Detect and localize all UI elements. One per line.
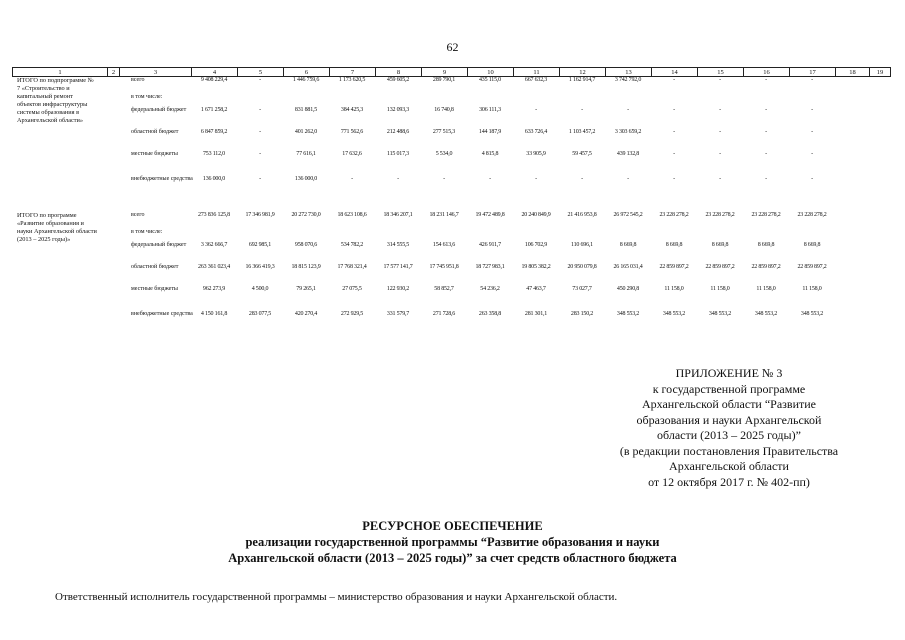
table-cell: - bbox=[811, 129, 813, 135]
table-cell: 77 616,1 bbox=[296, 151, 316, 157]
funding-source: всего bbox=[131, 77, 145, 83]
table-cell: 273 836 125,8 bbox=[198, 212, 230, 218]
table-cell: 26 972 545,2 bbox=[613, 212, 643, 218]
column-header: 3 bbox=[120, 68, 192, 77]
table-cell: 263 358,8 bbox=[478, 311, 502, 317]
table-cell: - bbox=[443, 176, 445, 182]
table-cell: 17 346 981,9 bbox=[245, 212, 275, 218]
table-cell: 5 534,0 bbox=[435, 151, 453, 157]
table-cell: 73 027,7 bbox=[572, 286, 592, 292]
table-cell: 33 905,9 bbox=[526, 151, 546, 157]
table-cell: - bbox=[673, 77, 675, 83]
table-cell: 771 562,6 bbox=[340, 129, 364, 135]
table-cell: 271 728,6 bbox=[432, 311, 456, 317]
appendix-note bbox=[570, 366, 888, 490]
table-cell: 110 696,1 bbox=[571, 242, 593, 248]
table-cell: 54 236,2 bbox=[480, 286, 500, 292]
column-header: 6 bbox=[284, 68, 330, 77]
block-label: ИТОГО по подпрограмме № 7 «Строительство и капитальный ремонт объектов инфраструктуры системы образования в Архангельской области» bbox=[17, 77, 94, 124]
table-cell: 348 553,2 bbox=[800, 311, 824, 317]
table-cell: 331 579,7 bbox=[386, 311, 410, 317]
table-cell: 281 301,1 bbox=[524, 311, 548, 317]
table-cell: 667 632,3 bbox=[524, 77, 548, 83]
column-header-row bbox=[13, 68, 891, 77]
table-cell: - bbox=[259, 129, 261, 135]
table-cell: 272 929,5 bbox=[340, 311, 364, 317]
table-cell: 263 361 023,4 bbox=[198, 264, 230, 270]
table-cell: 534 782,2 bbox=[340, 242, 364, 248]
table-cell: - bbox=[259, 176, 261, 182]
table-cell: 3 742 792,0 bbox=[614, 77, 642, 83]
table-cell: - bbox=[765, 176, 767, 182]
funding-source: в том числе: bbox=[131, 229, 163, 235]
table-cell: 348 553,2 bbox=[616, 311, 640, 317]
table-cell: 4 150 161,8 bbox=[200, 311, 228, 317]
table-cell: 22 859 897,2 bbox=[797, 264, 827, 270]
table-cell: - bbox=[811, 176, 813, 182]
table-cell: 136 000,0 bbox=[294, 176, 318, 182]
table-cell: 17 768 321,4 bbox=[337, 264, 367, 270]
column-header: 10 bbox=[468, 68, 514, 77]
table-cell: - bbox=[627, 176, 629, 182]
table-cell: 58 852,7 bbox=[434, 286, 454, 292]
table-cell: 1 162 914,7 bbox=[568, 77, 596, 83]
table-cell: 1 671 258,2 bbox=[200, 107, 228, 113]
table-cell: - bbox=[535, 107, 537, 113]
table-cell: 753 112,0 bbox=[203, 151, 225, 157]
table-cell: 289 790,1 bbox=[432, 77, 456, 83]
table-cell: 17 745 951,8 bbox=[429, 264, 459, 270]
table-cell: 20 950 079,8 bbox=[567, 264, 597, 270]
table-cell: - bbox=[627, 107, 629, 113]
table-cell: 212 488,6 bbox=[386, 129, 410, 135]
table-cell: 831 881,5 bbox=[294, 107, 318, 113]
column-header: 17 bbox=[790, 68, 836, 77]
table-cell: - bbox=[673, 176, 675, 182]
funding-source: федеральный бюджет bbox=[131, 107, 187, 113]
funding-source: местные бюджеты bbox=[131, 151, 178, 157]
table-cell: 277 515,3 bbox=[432, 129, 456, 135]
table-cell: 106 702,9 bbox=[524, 242, 548, 248]
table-cell: 459 605,2 bbox=[386, 77, 410, 83]
table-cell: - bbox=[489, 176, 491, 182]
table-cell: 384 425,3 bbox=[340, 107, 364, 113]
document-title bbox=[0, 518, 905, 566]
table-cell: 435 115,0 bbox=[479, 77, 501, 83]
column-header: 18 bbox=[836, 68, 870, 77]
table-cell: 26 165 031,4 bbox=[613, 264, 643, 270]
table-cell: - bbox=[719, 129, 721, 135]
table-cell: - bbox=[765, 129, 767, 135]
funding-source: федеральный бюджет bbox=[131, 242, 187, 248]
table-cell: - bbox=[765, 151, 767, 157]
table-cell: 401 262,0 bbox=[294, 129, 318, 135]
table-cell: 8 669,8 bbox=[757, 242, 775, 248]
table-cell: 20 272 730,0 bbox=[291, 212, 321, 218]
table-cell: 22 859 897,2 bbox=[751, 264, 781, 270]
column-header: 13 bbox=[606, 68, 652, 77]
table-cell: 27 075,5 bbox=[342, 286, 362, 292]
table-cell: 962 273,9 bbox=[202, 286, 226, 292]
table-cell: 17 632,6 bbox=[342, 151, 362, 157]
table-cell: - bbox=[581, 107, 583, 113]
table-cell: 22 859 897,2 bbox=[659, 264, 689, 270]
column-header: 19 bbox=[870, 68, 891, 77]
table-cell: 18 231 146,7 bbox=[429, 212, 459, 218]
appendix-line: Архангельской области “Развитие bbox=[641, 397, 817, 411]
appendix-line: области (2013 – 2025 годы)” bbox=[657, 428, 801, 442]
table-cell: 8 669,8 bbox=[803, 242, 821, 248]
table-cell: 11 158,0 bbox=[802, 286, 822, 292]
table-cell: 132 093,3 bbox=[386, 107, 410, 113]
table-cell: 1 103 457,2 bbox=[568, 129, 596, 135]
table-cell: 11 158,0 bbox=[756, 286, 776, 292]
table-cell: 11 158,0 bbox=[710, 286, 730, 292]
table-cell: 11 158,0 bbox=[664, 286, 684, 292]
column-header: 12 bbox=[560, 68, 606, 77]
table-cell: 3 303 659,2 bbox=[614, 129, 642, 135]
title-line: Архангельской области (2013 – 2025 годы)” за счет средств областного бюджета bbox=[228, 551, 677, 565]
funding-source: внебюджетные средства bbox=[131, 176, 193, 182]
table-cell: 18 815 123,9 bbox=[291, 264, 321, 270]
table-cell: - bbox=[673, 129, 675, 135]
table-cell: 18 346 207,1 bbox=[383, 212, 413, 218]
table-cell: 314 555,5 bbox=[386, 242, 410, 248]
table-cell: - bbox=[719, 77, 721, 83]
appendix-line: Архангельской области bbox=[669, 459, 789, 473]
title-line: реализации государственной программы “Развитие образования и науки bbox=[245, 535, 660, 549]
table-cell: - bbox=[397, 176, 399, 182]
table-cell: - bbox=[535, 176, 537, 182]
table-cell: - bbox=[673, 151, 675, 157]
table-cell: - bbox=[259, 77, 261, 83]
table-cell: 47 463,7 bbox=[526, 286, 546, 292]
appendix-line: к государственной программе bbox=[652, 381, 806, 396]
table-cell: 23 228 278,2 bbox=[797, 212, 827, 218]
table-cell: - bbox=[351, 176, 353, 182]
table-cell: 79 265,1 bbox=[296, 286, 316, 292]
table-cell: - bbox=[719, 107, 721, 113]
responsible-executor: Ответственный исполнитель государственной программы – министерство образования и науки Архангельской области. bbox=[55, 591, 618, 603]
table-cell: - bbox=[673, 107, 675, 113]
table-cell: 348 553,2 bbox=[662, 311, 686, 317]
table-cell: - bbox=[765, 77, 767, 83]
page-number: 62 bbox=[446, 40, 459, 54]
table-cell: 9 408 229,4 bbox=[200, 77, 228, 83]
funding-source: местные бюджеты bbox=[131, 286, 178, 292]
column-header: 1 bbox=[13, 68, 108, 77]
table-cell: 19 805 382,2 bbox=[521, 264, 551, 270]
table-cell: 426 911,7 bbox=[479, 242, 501, 248]
appendix-line: образования и науки Архангельской bbox=[636, 412, 822, 427]
column-header: 9 bbox=[422, 68, 468, 77]
table-cell: - bbox=[765, 107, 767, 113]
table-cell: 8 669,8 bbox=[711, 242, 729, 248]
table-cell: 18 623 108,6 bbox=[337, 212, 367, 218]
table-cell: 23 228 278,2 bbox=[705, 212, 735, 218]
funding-source: областной бюджет bbox=[131, 129, 179, 135]
table-cell: 692 985,1 bbox=[248, 242, 272, 248]
column-header: 11 bbox=[514, 68, 560, 77]
table-cell: 348 553,2 bbox=[708, 311, 732, 317]
appendix-line: от 12 октября 2017 г. № 402-пп) bbox=[648, 474, 810, 489]
funding-source: всего bbox=[131, 212, 145, 218]
table-cell: 283 077,5 bbox=[248, 311, 272, 317]
table-cell: 283 150,2 bbox=[570, 311, 594, 317]
table-cell: - bbox=[259, 107, 261, 113]
column-header: 8 bbox=[376, 68, 422, 77]
table-cell: 16 740,8 bbox=[434, 107, 454, 113]
table-cell: 6 847 859,2 bbox=[200, 129, 228, 135]
table-cell: 18 727 983,1 bbox=[475, 264, 505, 270]
table-cell: 122 930,2 bbox=[386, 286, 410, 292]
table-cell: 16 366 419,3 bbox=[245, 264, 275, 270]
column-header: 4 bbox=[192, 68, 238, 77]
funding-source: внебюджетные средства bbox=[131, 311, 193, 317]
table-cell: 3 362 666,7 bbox=[200, 242, 228, 248]
table-cell: - bbox=[581, 176, 583, 182]
column-header: 14 bbox=[652, 68, 698, 77]
table-cell: 20 240 849,9 bbox=[521, 212, 551, 218]
table-cell: 22 859 897,2 bbox=[705, 264, 735, 270]
table-cell: 420 270,4 bbox=[294, 311, 318, 317]
table-cell: 136 000,0 bbox=[202, 176, 226, 182]
table-header bbox=[12, 67, 891, 77]
table-cell: 450 290,8 bbox=[616, 286, 640, 292]
appendix-line: ПРИЛОЖЕНИЕ № 3 bbox=[675, 366, 783, 380]
table-cell: - bbox=[811, 77, 813, 83]
table-cell: 115 017,3 bbox=[387, 151, 409, 157]
block-label: ИТОГО по программе «Развитие образования и науки Архангельской области (2013 – 2025 годы)» bbox=[17, 212, 97, 243]
table-cell: 59 457,5 bbox=[572, 151, 592, 157]
table-cell: 8 669,8 bbox=[619, 242, 637, 248]
table-cell: 8 669,8 bbox=[665, 242, 683, 248]
table-cell: 17 577 141,7 bbox=[383, 264, 413, 270]
table-cell: 4 815,8 bbox=[481, 151, 499, 157]
table-cell: 23 228 278,2 bbox=[659, 212, 689, 218]
table-cell: - bbox=[259, 151, 261, 157]
column-header: 16 bbox=[744, 68, 790, 77]
table-cell: - bbox=[811, 107, 813, 113]
table-cell: - bbox=[719, 151, 721, 157]
table-cell: 144 187,9 bbox=[478, 129, 502, 135]
table-cell: 439 132,8 bbox=[616, 151, 640, 157]
table-cell: 21 416 953,8 bbox=[567, 212, 597, 218]
table-cell: 1 446 759,6 bbox=[292, 77, 320, 83]
table-cell: - bbox=[719, 176, 721, 182]
column-header: 2 bbox=[108, 68, 120, 77]
column-header: 7 bbox=[330, 68, 376, 77]
column-header: 5 bbox=[238, 68, 284, 77]
column-header: 15 bbox=[698, 68, 744, 77]
table-cell: 4 500,0 bbox=[251, 286, 269, 292]
appendix-line: (в редакции постановления Правительства bbox=[619, 443, 839, 458]
table-cell: 633 726,4 bbox=[524, 129, 548, 135]
table-cell: - bbox=[811, 151, 813, 157]
table-cell: 1 173 620,5 bbox=[338, 77, 366, 83]
table-cell: 19 472 489,8 bbox=[475, 212, 505, 218]
table-cell: 23 228 278,2 bbox=[751, 212, 781, 218]
table-cell: 958 070,6 bbox=[294, 242, 318, 248]
funding-source: в том числе: bbox=[131, 94, 163, 100]
title-line: РЕСУРСНОЕ ОБЕСПЕЧЕНИЕ bbox=[362, 519, 543, 533]
funding-source: областной бюджет bbox=[131, 264, 179, 270]
table-cell: 154 613,6 bbox=[432, 242, 456, 248]
table-cell: 306 111,3 bbox=[479, 107, 501, 113]
table-cell: 348 553,2 bbox=[754, 311, 778, 317]
